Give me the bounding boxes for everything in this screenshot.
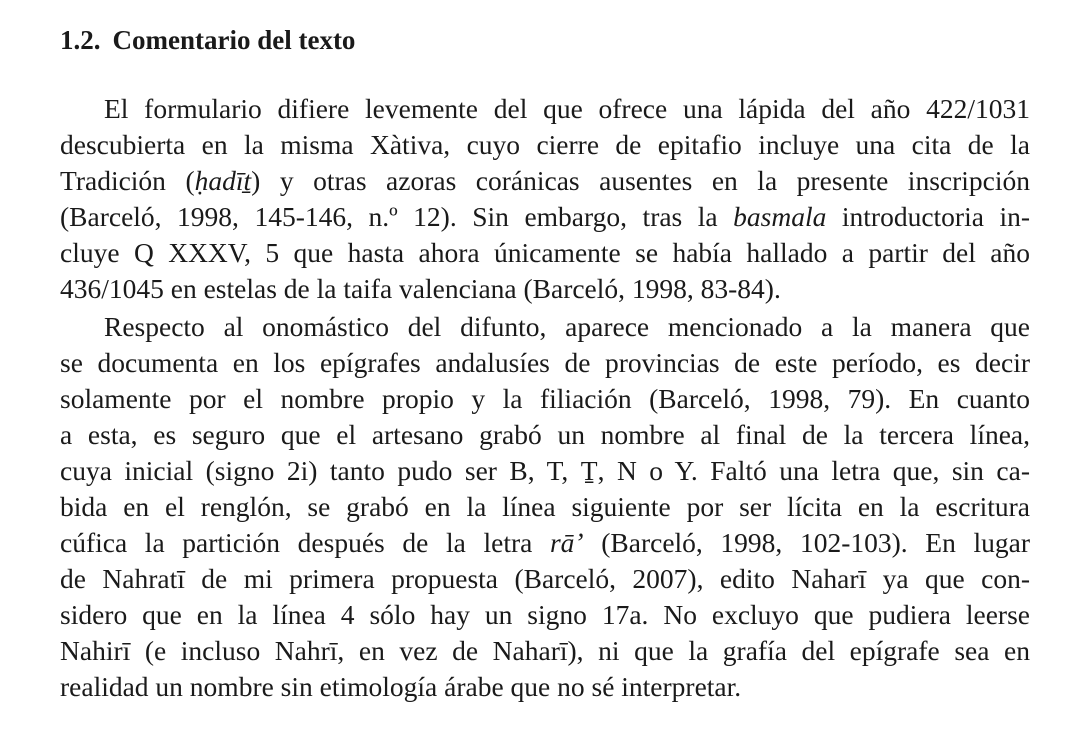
- paragraph-1-line-6: 436/1045 en estelas de la taifa valenciana (Barceló, 1998, 83-84).: [60, 273, 781, 304]
- italic-term-ra: rāʼ: [549, 527, 584, 558]
- text-span: cúfica la partición después de la letra: [60, 527, 550, 558]
- paragraph-2-line-1: Respecto al onomástico del difunto, aparece mencionado a la manera que: [104, 311, 1030, 342]
- paragraph-2-line-2: se documenta en los epígrafes andalusíes de provincias de este período, es decir: [60, 347, 1030, 378]
- paragraph-2-line-8: de Nahratī de mi primera propuesta (Barceló, 2007), edito Naharī ya que con-: [60, 563, 1030, 594]
- section-number: 1.2.: [60, 25, 101, 55]
- section-title: Comentario del texto: [112, 25, 356, 55]
- text-span: introductoria in-: [826, 201, 1030, 232]
- italic-term-basmala: basmala: [733, 201, 827, 232]
- paragraph-1-line-3: [60, 163, 1030, 199]
- paragraph-1-line-5: cluye Q XXXV, 5 que hasta ahora únicamente se había hallado a partir del año: [60, 237, 1030, 268]
- paragraph-2-line-10: Nahirī (e incluso Nahrī, en vez de Naharī), ni que la grafía del epígrafe sea en: [60, 635, 1030, 666]
- paragraph-2-line-7: [60, 525, 1030, 561]
- text-span: (Barceló, 1998, 102-103). En lugar: [583, 527, 1030, 558]
- paragraph-2-line-4: a esta, es seguro que el artesano grabó un nombre al final de la tercera línea,: [60, 419, 1030, 450]
- paragraph-2-line-3: solamente por el nombre propio y la filiación (Barceló, 1998, 79). En cuanto: [60, 383, 1030, 414]
- paragraph-2-line-5: cuya inicial (signo 2i) tanto pudo ser B, T, Ṯ, N o Y. Faltó una letra que, sin ca-: [60, 455, 1030, 486]
- paragraph-2-line-9: sidero que en la línea 4 sólo hay un signo 17a. No excluyo que pudiera leerse: [60, 599, 1030, 630]
- paragraph-1-line-2: descubierta en la misma Xàtiva, cuyo cierre de epitafio incluye una cita de la: [60, 129, 1030, 160]
- italic-term-hadit: ḥadīṯ: [194, 165, 252, 196]
- text-span: (Barceló, 1998, 145-146, n.º 12). Sin embargo, tras la: [60, 201, 734, 232]
- text-span: ) y otras azoras coránicas ausentes en la presente inscripción: [251, 165, 1030, 196]
- text-span: Tradición (: [60, 165, 195, 196]
- paragraph-1-line-1: El formulario difiere levemente del que ofrece una lápida del año 422/1031: [104, 93, 1030, 124]
- paragraph-1-line-4: [60, 199, 1030, 235]
- section-heading: [60, 20, 355, 60]
- paragraph-2-line-11: realidad un nombre sin etimología árabe que no sé interpretar.: [60, 671, 742, 702]
- paragraph-2-line-6: bida en el renglón, se grabó en la línea siguiente por ser lícita en la escritura: [60, 491, 1030, 522]
